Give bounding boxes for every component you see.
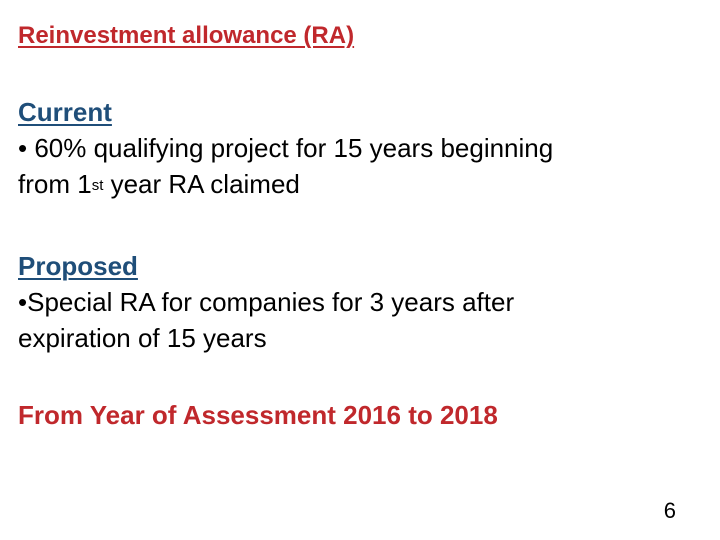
ordinal-superscript: st: [91, 177, 104, 194]
proposed-section: [18, 248, 708, 356]
proposed-heading: Proposed: [18, 251, 138, 281]
proposed-line-1: Special RA for companies for 3 years after: [27, 287, 515, 317]
effective-period: From Year of Assessment 2016 to 2018: [18, 400, 498, 430]
current-heading: Current: [18, 97, 112, 127]
current-line-1: 60% qualifying project for 15 years beginning: [27, 133, 554, 163]
proposed-bullet-text: [18, 284, 708, 356]
current-bullet-text: [18, 130, 708, 202]
page-number: 6: [663, 498, 676, 523]
slide-title: Reinvestment allowance (RA): [18, 22, 355, 49]
bullet-icon: •: [18, 287, 28, 317]
current-line-2-suffix: year RA claimed: [103, 169, 300, 199]
bullet-icon: •: [18, 133, 28, 163]
current-line-2-prefix: from 1: [18, 169, 92, 199]
proposed-line-2: expiration of 15 years: [18, 323, 267, 353]
current-section: [18, 94, 708, 202]
